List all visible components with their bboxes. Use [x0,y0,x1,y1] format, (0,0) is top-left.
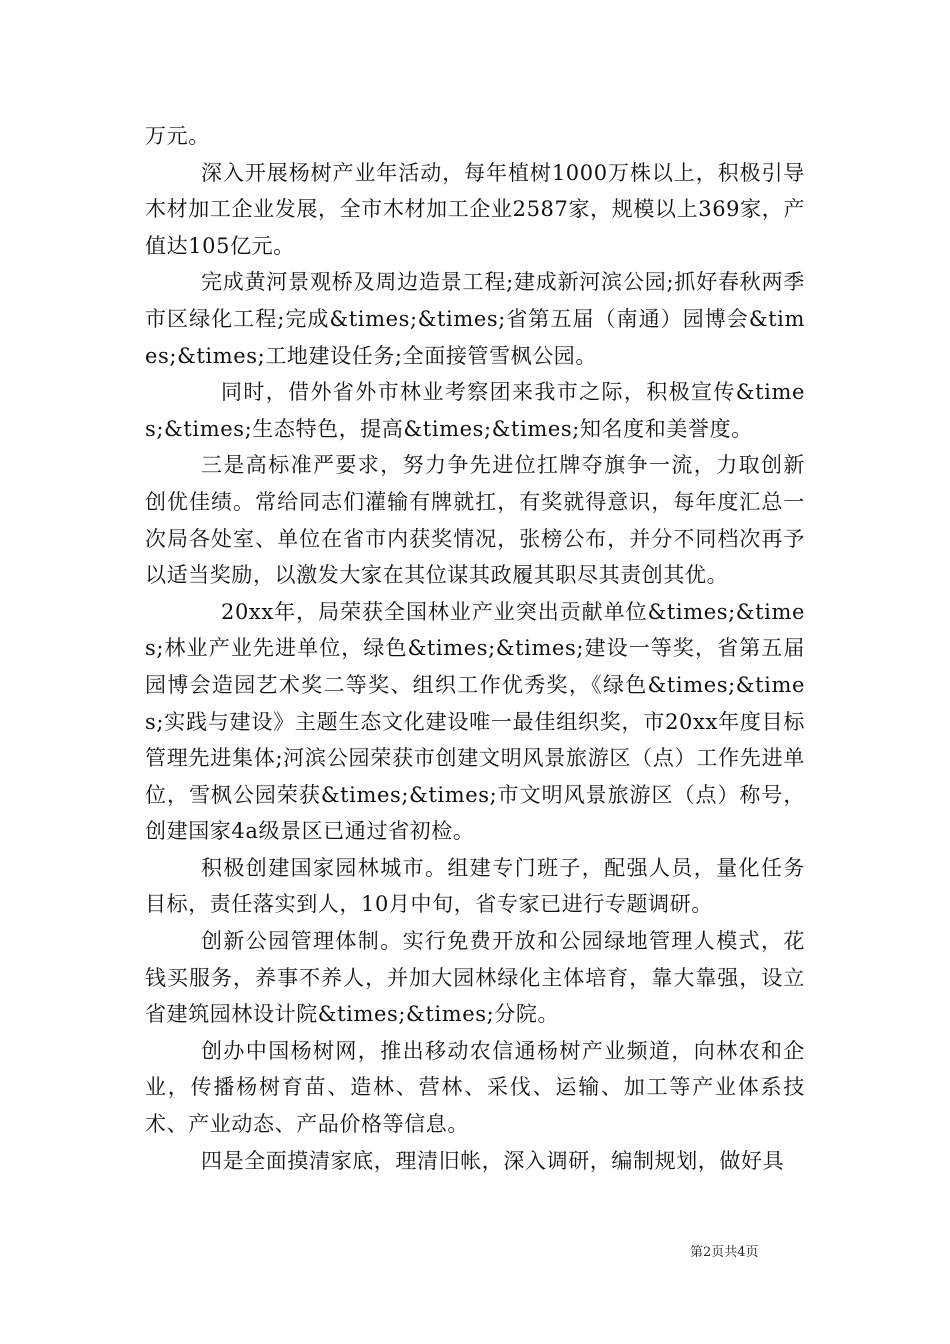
paragraph-awards: 20xx年，局荣获全国林业产业突出贡献单位&times;&times;林业产业先进单位，绿色&times;&times;建设一等奖，省第五届园博会造园艺术奖二等奖、组织工作优秀奖，《绿色&times;&times;实践与建设》主题生态文化建设唯一最佳组织奖，市20xx年度目标管理先进集体;河滨公园荣获市创建文明风景旅游区（点）工作先进单位，雪枫公园荣获&times;&times;市文明风景旅游区（点）称号，创建国家4a级景区已通过省初检。 [145,599,805,844]
paragraph-poplar-website: 创办中国杨树网，推出移动农信通杨树产业频道，向林农和企业，传播杨树育苗、造林、营林、采伐、运输、加工等产业体系技术、产业动态、产品价格等信息。 [145,1038,805,1137]
document-body [145,118,805,1179]
paragraph-publicity: 同时，借外省外市林业考察团来我市之际，积极宣传&times;&times;生态特色，提高&times;&times;知名度和美誉度。 [145,380,805,441]
paragraph-park-management: 创新公园管理体制。实行免费开放和公园绿地管理人模式，花钱买服务，养事不养人，并加大园林绿化主体培育，靠大靠强，设立省建筑园林设计院&times;&times;分院。 [145,929,805,1027]
paragraph-high-standards: 三是高标准严要求，努力争先进位扛牌夺旗争一流，力取创新创优佳绩。常给同志们灌输有牌就扛，有奖就得意识，每年度汇总一次局各处室、单位在省市内获奖情况，张榜公布，并分不同档次再予以适当奖励，以激发大家在其位谋其政履其职尽其责创其优。 [145,453,805,588]
paragraph-garden-city: 积极创建国家园林城市。组建专门班子，配强人员，量化任务目标，责任落实到人，10月中旬，省专家已进行专题调研。 [145,855,805,917]
paragraph-poplar-industry: 深入开展杨树产业年活动，每年植树1000万株以上，积极引导木材加工企业发展，全市木材加工企业2587家，规模以上369家，产值达105亿元。 [145,160,805,258]
page-number-label: 第2页共4页 [690,1245,759,1260]
page-footer [690,1244,759,1262]
paragraph-survey-planning: 四是全面摸清家底，理清旧帐，深入调研，编制规划，做好具 [201,1148,785,1173]
paragraph-continuation: 万元。 [145,124,210,148]
paragraph-landscape-projects: 完成黄河景观桥及周边造景工程;建成新河滨公园;抓好春秋两季市区绿化工程;完成&times;&times;省第五届（南通）园博会&times;&times;工地建设任务;全面接管雪枫公园。 [145,270,805,368]
